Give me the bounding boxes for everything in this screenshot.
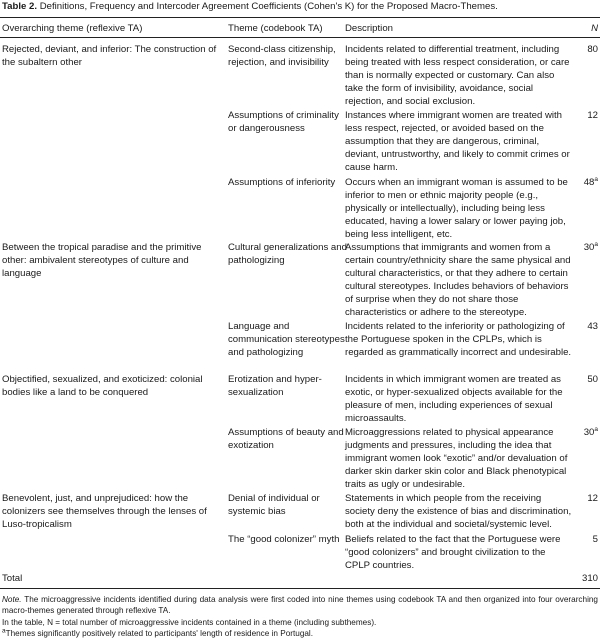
theme-cell: Denial of individual or systemic bias [228,493,320,517]
header-theme: Theme (codebook TA) [228,23,323,34]
header-overarching: Overarching theme (reflexive TA) [2,23,143,34]
theme-cell: Language and communication stereotypes and pathologizing [228,321,345,358]
count-cell: 30$^a$ [583,425,598,438]
count-cell: 43 [587,321,598,332]
footnote-mark: a [2,627,6,635]
description-cell: Incidents in which immigrant women are treated as exotic, or hyper-sexualized objects available for the pleasure of men, including experiences of sexual microassaults. [345,374,563,424]
table-n-definition: In the table, N = total number of microaggressive incidents contained in a theme (including subthemes). [2,618,377,627]
description-cell: Statements in which people from the receiving society deny the existence of bias and discrimination, both at the individual and societal/systemic level. [345,493,572,530]
count-cell: 48$^a$ [583,175,598,188]
footnote-text: Themes significantly positively related to participants' length of residence in Portugal. [5,629,314,638]
description-cell: Occurs when an immigrant woman is assumed to be inferior to men or ethnic majority people (e.g., physically or intellectually), including being less educated, having a lower salary or lower paying job, being less intelligent, etc. [345,177,568,240]
count-cell: 12 [587,493,598,504]
overarching-theme: Between the tropical paradise and the primitive other: ambivalent stereotypes of culture and language [2,242,202,279]
count-cell: 80 [587,44,598,55]
description-cell: Beliefs related to the fact that the Portuguese were “good colonizers” and brought civilization to the CPLP countries. [345,534,561,571]
table-footnote [2,628,598,639]
count-cell: 30$^a$ [583,240,598,253]
table-header-rule [0,37,600,38]
note-text: The microaggressive incidents identified during data analysis were first coded into nine themes using codebook TA and then organized into four overarching macro-themes generated through reflexive TA. [2,595,598,615]
theme-cell: Second-class citizenship, rejection, and invisibility [228,44,336,68]
table-caption [2,1,598,13]
table-bottom-rule [0,588,600,589]
table-top-rule [0,17,600,18]
count-cell: 50 [587,374,598,385]
count-cell: 12 [587,110,598,121]
total-label: Total [2,573,23,584]
theme-cell: Erotization and hyper-sexualization [228,374,322,398]
description-cell: Incidents related to the inferiority or pathologizing of the Portuguese spoken in the CPLPs, which is regarded as grammatically incorrect and undesirable. [345,321,572,358]
theme-cell: Assumptions of inferiority [228,177,336,188]
overarching-theme: Benevolent, just, and unprejudiced: how the colonizers see themselves through the lenses of Luso-tropicalism [2,493,207,530]
table-caption-label: Table 2. [2,1,38,12]
theme-cell: The “good colonizer” myth [228,534,340,545]
description-cell: Incidents related to differential treatment, including being treated with less respect consideration, or care than is normally expected or customary. Can also take the form of invisibility, avoidance, social rejection, and social exclusion. [345,44,570,107]
table-note [2,594,598,616]
total-value: 310 [581,573,598,584]
theme-cell: Assumptions of beauty and exotization [228,427,344,451]
theme-cell: Assumptions of criminality or dangerousness [228,110,339,134]
header-n: N [591,23,598,34]
note-label: Note. [2,595,22,604]
overarching-theme: Objectified, sexualized, and exoticized: colonial bodies like a land to be conquered [2,374,203,398]
overarching-theme: Rejected, deviant, and inferior: The construction of the subaltern other [2,44,217,68]
description-cell: Microaggressions related to physical appearance judgments and pressures, including the idea that immigrant women look “exotic” and/or devaluation of darker skin darker skin color and Black phenotypical traits as ugly or undesirable. [345,427,568,490]
count-cell: 5 [592,534,598,545]
table-caption-text: Definitions, Frequency and Intercoder Agreement Coefficients (Cohen's K) for the Proposed Macro-Themes. [39,1,498,12]
description-cell: Assumptions that immigrants and women from a certain country/ethnicity share the same physical and cultural characteristics, or that they adhere to certain cultural stereotypes. Includes behaviors of behaviors of surprise when they do not share those characteristics or adhere to the stereotype. [345,242,571,318]
theme-cell: Cultural generalizations and pathologizing [228,242,347,266]
description-cell: Instances where immigrant women are treated with less respect, rejected, or avoided based on the assumption that they are dangerous, criminal, deviant, untrustworthy, and likely to commit crimes or cause harm. [345,110,570,173]
header-description: Description [345,23,393,34]
